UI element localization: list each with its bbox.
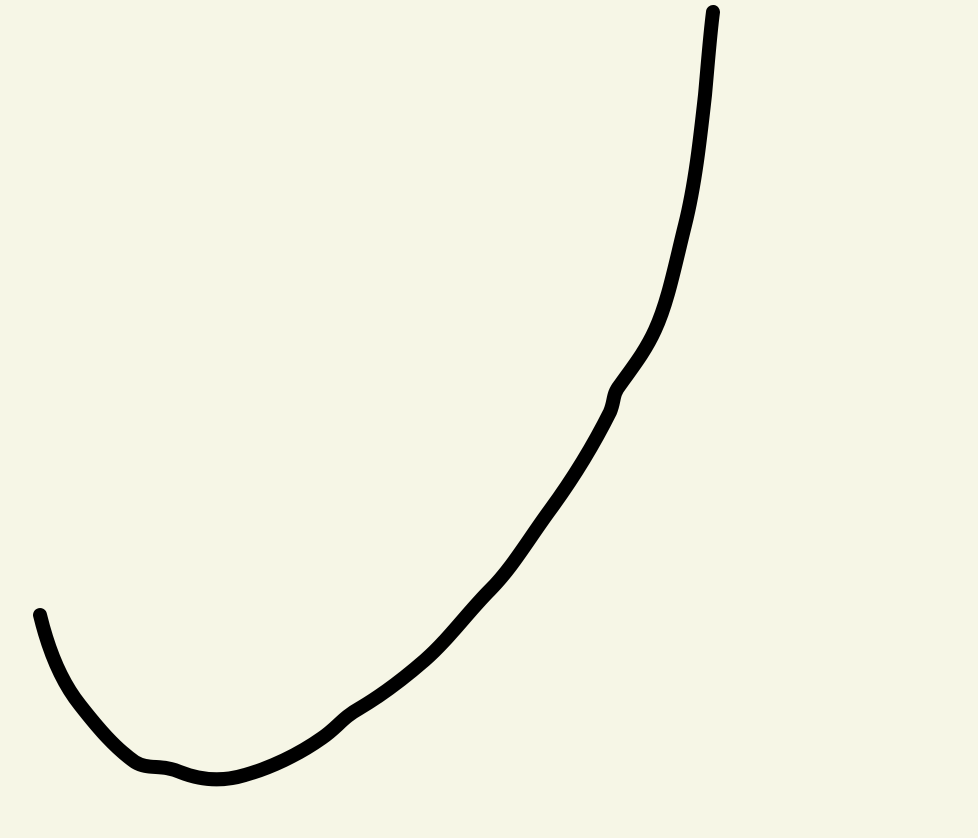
- hand-drawn-curve: [40, 12, 713, 779]
